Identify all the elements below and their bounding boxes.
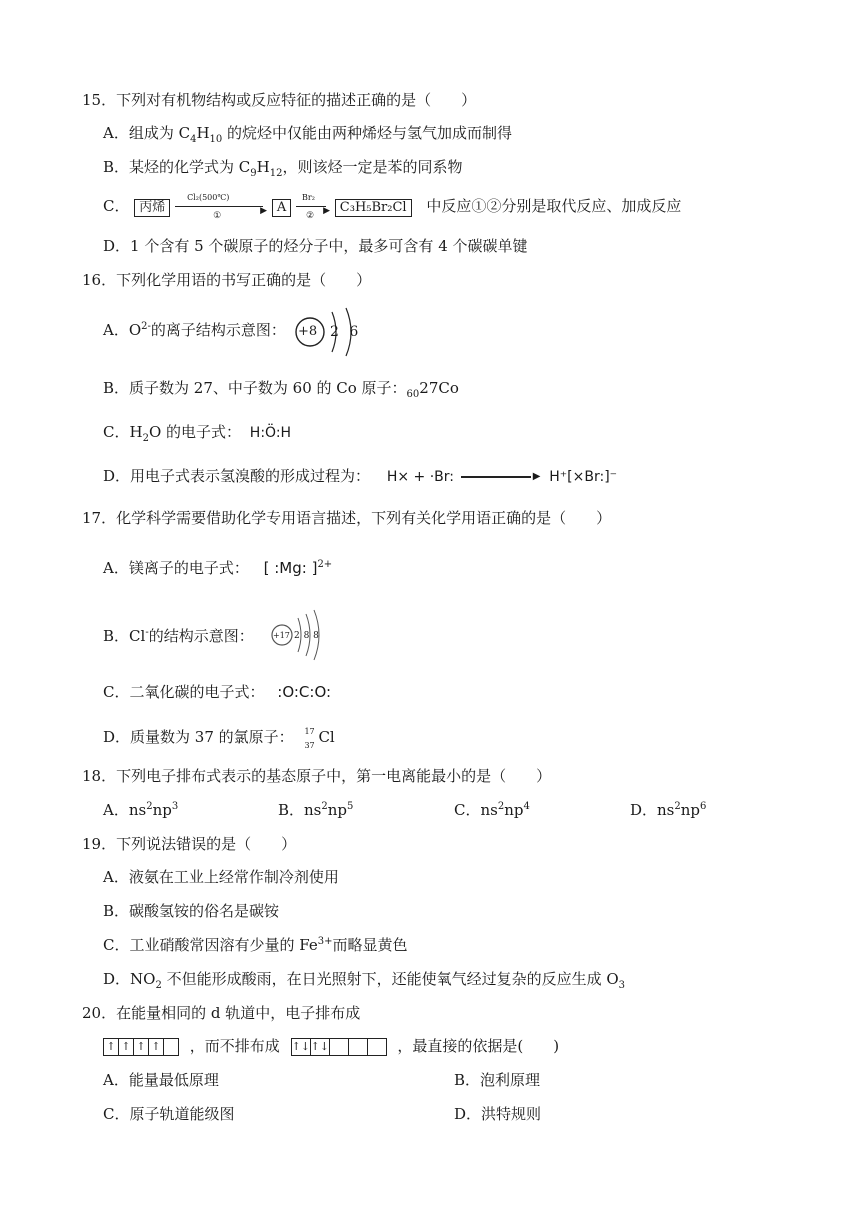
q15-stem: 15．下列对有机物结构或反应特征的描述正确的是（ ） <box>82 91 477 109</box>
q20-option-a: A．能量最低原理 <box>103 1071 219 1089</box>
reaction-box-propene: 丙烯 <box>134 199 170 217</box>
q18-option-b: B．$ns^2np^5$ <box>278 801 354 819</box>
q15-option-c: C． 丙烯 Cl₂(500℃) ▶ ① A Br₂ ▶ ② C₃H₅Br₂Cl 中反应①②分别是取代反应、加成反应 <box>103 193 682 221</box>
orbital-diagram-paired: ↑↓ ↑↓ <box>291 1038 387 1056</box>
q17-option-d: D．质量数为 37 的氯原子： 17 37 Cl <box>103 727 335 750</box>
q16-option-d: D．用电子式表示氢溴酸的形成过程为： H× + ·Br: ▶ H⁺[×Br:]⁻ <box>103 467 618 485</box>
q20-stem: 20．在能量相同的 d 轨道中，电子排布成 <box>82 1004 361 1022</box>
reaction-arrow-1: Cl₂(500℃) ▶ ① <box>175 196 267 218</box>
q18-option-a: A．$ns^2np^3$ <box>103 801 179 819</box>
q17-option-a: A．镁离子的电子式： [ :Mg: ]$^{2+}$ <box>103 559 333 577</box>
q18-option-c: C．$ns^2np^4$ <box>454 801 530 819</box>
reaction-arrow-3 <box>461 476 531 478</box>
reaction-box-a: A <box>272 199 291 217</box>
q16-option-c: C．$H_2O$ 的电子式： H:Ö:H <box>103 423 292 444</box>
q15-option-d: D．1 个含有 5 个碳原子的烃分子中，最多可含有 4 个碳碳单键 <box>103 237 528 255</box>
q19-option-a: A．液氨在工业上经常作制冷剂使用 <box>103 868 339 886</box>
q19-option-b: B．碳酸氢铵的俗名是碳铵 <box>103 902 280 920</box>
q19-stem: 19．下列说法错误的是（ ） <box>82 835 297 853</box>
co2-lewis-structure: :O:C:O: <box>277 683 332 701</box>
q16-stem: 16．下列化学用语的书写正确的是（ ） <box>82 271 372 289</box>
q18-option-d: D．$ns^2np^6$ <box>630 801 707 819</box>
chloride-ion-diagram: +17 2 8 8 <box>270 606 330 664</box>
oxide-ion-diagram: +8 2 6 <box>294 300 364 364</box>
q16-option-b: B．质子数为 27、中子数为 60 的 Co 原子：$_{60}$27Co <box>103 379 459 400</box>
q18-stem: 18．下列电子排布式表示的基态原子中，第一电离能最小的是（ ） <box>82 767 552 785</box>
q15-option-a: A．组成为 $C_4H_{10}$ 的烷烃中仅能由两种烯烃与氢气加成而制得 <box>103 124 513 145</box>
magnesium-ion-lewis: [ :Mg: ] <box>263 559 318 577</box>
q17-option-c: C．二氧化碳的电子式： :O:C:O: <box>103 683 332 701</box>
water-lewis-structure: H:Ö:H <box>249 425 292 441</box>
q16-option-a: A．$O^{2-}$的离子结构示意图： <box>103 321 286 339</box>
reaction-arrow-2: Br₂ ▶ ② <box>296 196 330 218</box>
reaction-box-product: C₃H₅Br₂Cl <box>335 199 412 217</box>
q15-option-b: B．某烃的化学式为 $C_9H_{12}$，则该烃一定是苯的同系物 <box>103 158 463 179</box>
q19-option-d: D．$NO_2$ 不但能形成酸雨，在日光照射下，还能使氧气经过复杂的反应生成 $O_3$ <box>103 970 626 991</box>
q20-orbital-line: ↑ ↑ ↑ ↑ ，而不排布成 ↑↓ ↑↓ ，最直接的依据是( ) <box>103 1036 559 1056</box>
orbital-diagram-hund: ↑ ↑ ↑ ↑ <box>103 1038 179 1056</box>
q17-stem: 17．化学科学需要借助化学专用语言描述，下列有关化学用语正确的是（ ） <box>82 509 612 527</box>
q20-option-d: D．洪特规则 <box>454 1105 542 1123</box>
q17-option-b: B．Cl-的结构示意图： <box>103 627 254 645</box>
q20-option-b: B．泡利原理 <box>454 1071 541 1089</box>
q20-option-c: C．原子轨道能级图 <box>103 1105 235 1123</box>
q19-option-c: C．工业硝酸常因溶有少量的 $Fe^{3+}$而略显黄色 <box>103 936 408 954</box>
